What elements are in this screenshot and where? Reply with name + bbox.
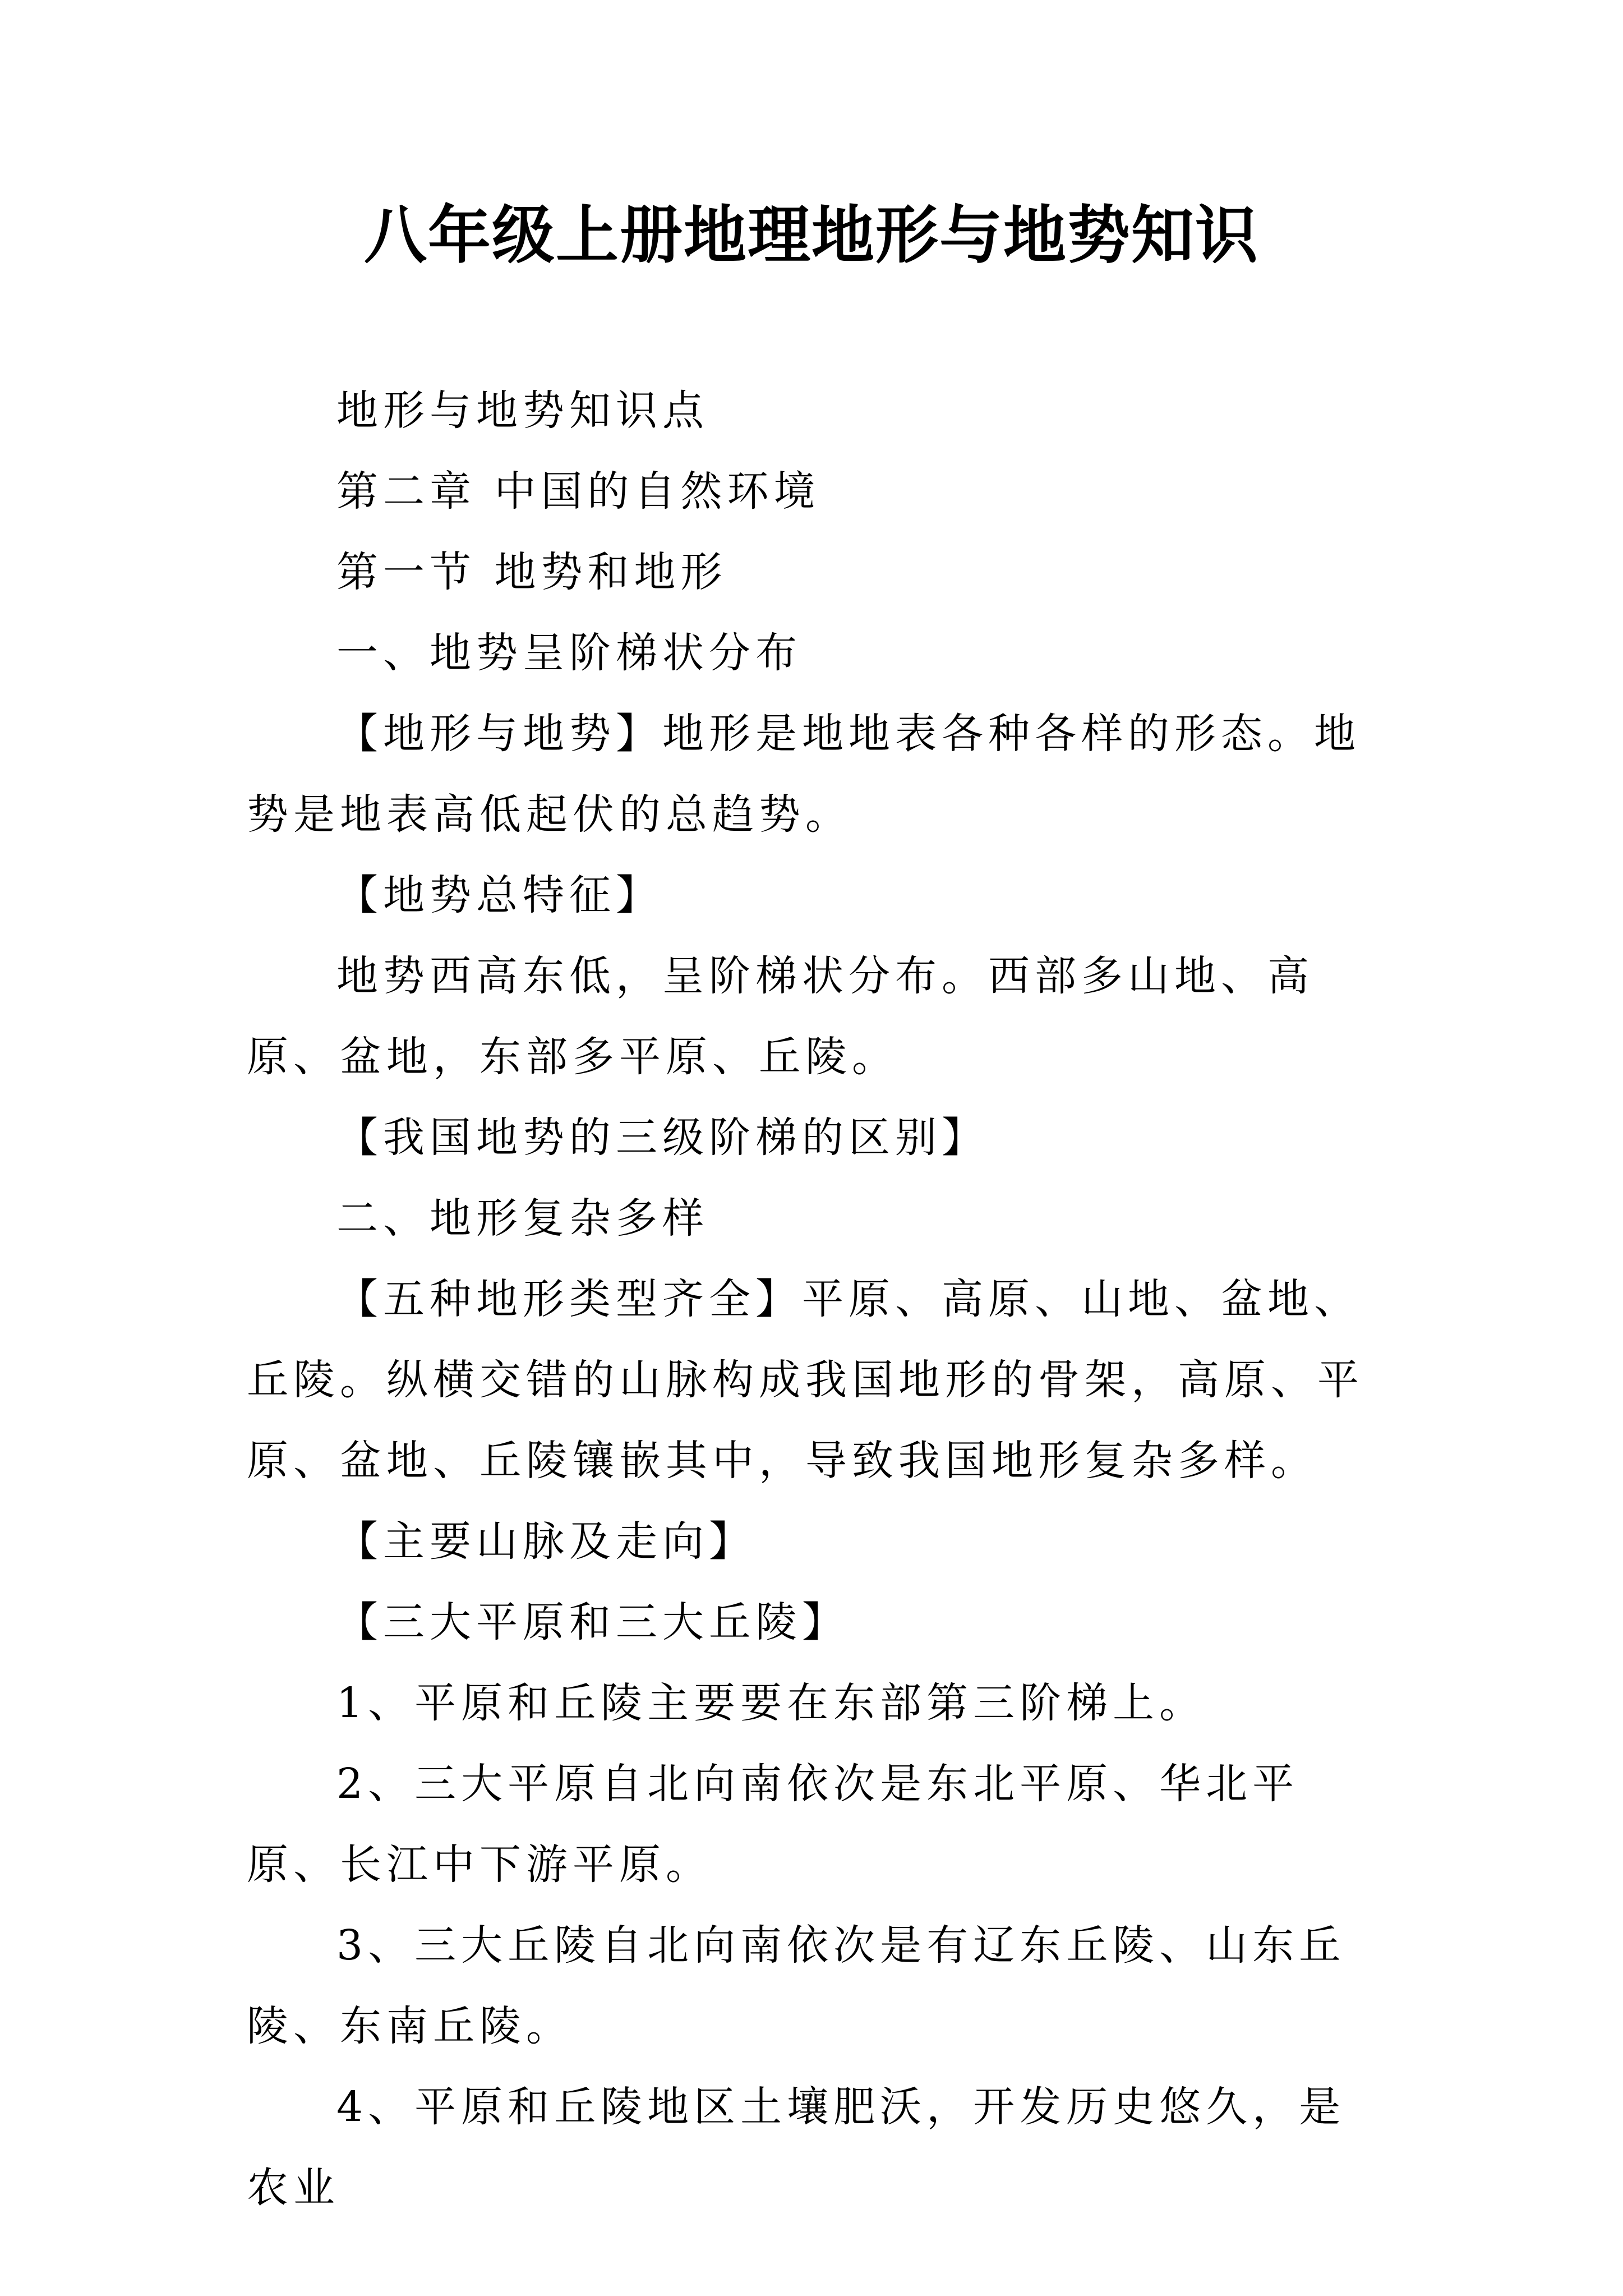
paragraph-five-landform-types: 【五种地形类型齐全】平原、高原、山地、盆地、丘陵。纵横交错的山脉构成我国地形的骨架，高原、平原、盆地、丘陵镶嵌其中，导致我国地形复杂多样。	[247, 1275, 1364, 1485]
paragraph-heading-mountain-ranges: 【主要山脉及走向】	[336, 1517, 755, 1566]
paragraph-list-item-1: 1、平原和丘陵主要要在东部第三阶梯上。	[336, 1679, 1206, 1727]
paragraph-list-item-3: 3、三大丘陵自北向南依次是有辽东丘陵、山东丘陵、东南丘陵。	[247, 1921, 1346, 2050]
paragraph-heading-plains-hills: 【三大平原和三大丘陵】	[336, 1598, 849, 1646]
document-title: 八年级上册地理地形与地势知识	[364, 199, 1259, 272]
paragraph-heading-three-steps: 【我国地势的三级阶梯的区别】	[336, 1114, 988, 1162]
document-body	[247, 370, 1391, 2228]
paragraph-subheading-terrain-steps: 一、地势呈阶梯状分布	[336, 629, 802, 677]
paragraph-section-heading: 第一节 地势和地形	[336, 548, 727, 596]
paragraph-list-item-4: 4、平原和丘陵地区土壤肥沃，开发历史悠久，是农业	[247, 2083, 1346, 2212]
paragraph-subheading-complex-landforms: 二、地形复杂多样	[336, 1194, 709, 1243]
paragraph-heading-general-features: 【地势总特征】	[336, 871, 662, 919]
paragraph-chapter-heading: 第二章 中国的自然环境	[336, 467, 820, 516]
paragraph-general-features: 地势西高东低，呈阶梯状分布。西部多山地、高原、盆地，东部多平原、丘陵。	[247, 952, 1314, 1081]
paragraph-definition-terrain: 【地形与地势】地形是地地表各种各样的形态。地势是地表高低起伏的总趋势。	[247, 710, 1361, 839]
paragraph-heading-knowledge-points: 地形与地势知识点	[336, 386, 709, 435]
paragraph-list-item-2: 2、三大平原自北向南依次是东北平原、华北平原、长江中下游平原。	[247, 1760, 1299, 1889]
